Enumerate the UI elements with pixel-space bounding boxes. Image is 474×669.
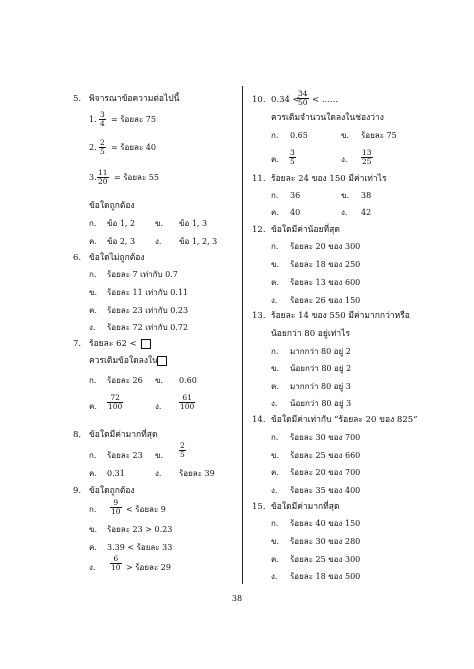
fraction: $\frac{3}{4}$ — [100, 110, 105, 128]
choice-label: ง. — [341, 155, 348, 164]
choice-text: < ร้อยละ 9 — [126, 505, 166, 514]
question-number: 8. — [73, 430, 82, 440]
choice-text: ร้อยละ 72 เท่ากับ 0.72 — [107, 323, 189, 332]
question-prompt: ข้อใดถูกต้อง — [89, 201, 135, 211]
choice-text: ร้อยละ 26 — [107, 376, 143, 385]
choice-label: ข. — [271, 451, 280, 460]
question-number: 6. — [73, 253, 82, 263]
choice-text: ร้อยละ 18 ของ 250 — [290, 260, 361, 269]
question-stem: ร้อยละ 24 ของ 150 มีค่าเท่าไร — [271, 174, 387, 184]
question-stem: ข้อใดไม่ถูกต้อง — [89, 253, 145, 263]
choice-label: ค. — [271, 555, 279, 564]
question-stem: ร้อยละ 14 ของ 550 มีค่ามากกว่าหรือ — [271, 311, 410, 321]
question-prompt: ควรเติมจำนวนใดลงในช่องว่าง — [271, 113, 384, 123]
question-stem: ข้อใดถูกต้อง — [89, 486, 135, 496]
choice-label: ก. — [89, 270, 97, 279]
question-stem: ข้อใดมีค่าเท่ากับ “ร้อยละ 20 ของ 825” — [271, 415, 418, 425]
choice-text: 0.31 — [107, 469, 125, 478]
choice-label: ง. — [89, 563, 96, 572]
question-number: 5. — [73, 94, 82, 104]
blank-box — [141, 339, 151, 349]
choice-label: ข. — [89, 525, 98, 534]
column-divider — [242, 86, 243, 584]
statement-text: = ร้อยละ 40 — [111, 143, 156, 152]
question-stem: 0.34 < — [271, 95, 300, 105]
choice-label: ข. — [341, 191, 350, 200]
question-number: 9. — [73, 486, 82, 496]
choice-label: ค. — [89, 543, 97, 552]
choice-text: 0.60 — [179, 376, 197, 385]
choice-text: ร้อยละ 20 ของ 700 — [290, 468, 361, 477]
choice-text: ข้อ 1, 2 — [107, 219, 136, 228]
choice-label: ข. — [155, 376, 164, 385]
choice-text: ข้อ 2, 3 — [107, 237, 136, 246]
choice-label: ก. — [271, 131, 279, 140]
choice-label: ก. — [271, 519, 279, 528]
statement-label: 1. — [89, 115, 97, 124]
fraction: $\frac{13}{25}$ — [362, 148, 372, 166]
choice-text: ร้อยละ 20 ของ 300 — [290, 242, 361, 251]
question-stem: ข้อใดมีค่าน้อยที่สุด — [271, 225, 340, 235]
choice-text: ร้อยละ 30 ของ 280 — [290, 537, 361, 546]
choice-text: ร้อยละ 18 ของ 500 — [290, 572, 361, 581]
choice-label: ค. — [271, 468, 279, 477]
choice-text: น้อยกว่า 80 อยู่ 2 — [290, 364, 352, 373]
fraction: $\frac{61}{100}$ — [180, 393, 195, 411]
fraction: $\frac{2}{5}$ — [100, 138, 105, 156]
choice-text: น้อยกว่า 80 อยู่ 3 — [290, 399, 352, 408]
choice-text: ร้อยละ 75 — [361, 131, 397, 140]
question-number: 11. — [252, 174, 266, 184]
choice-text: มากกว่า 80 อยู่ 3 — [290, 382, 351, 391]
choice-text: ร้อยละ 7 เท่ากับ 0.7 — [107, 270, 178, 279]
choice-label: ง. — [271, 572, 278, 581]
choice-label: ข. — [271, 364, 280, 373]
choice-label: ค. — [89, 469, 97, 478]
question-number: 15. — [252, 502, 266, 512]
choice-label: ข. — [155, 451, 164, 460]
choice-label: ค. — [89, 306, 97, 315]
choice-label: ค. — [271, 155, 279, 164]
choice-label: ค. — [271, 278, 279, 287]
choice-text: ข้อ 1, 2, 3 — [179, 237, 218, 246]
question-stem: ข้อใดมีค่ามากที่สุด — [89, 430, 158, 440]
choice-label: ง. — [155, 402, 162, 411]
fraction: $\frac{2}{5}$ — [180, 441, 185, 459]
statement-label: 2. — [89, 143, 97, 152]
choice-text: 0.65 — [290, 131, 308, 140]
question-stem: ร้อยละ 62 < — [89, 339, 137, 349]
choice-label: ข. — [271, 537, 280, 546]
choice-text: > ร้อยละ 29 — [126, 563, 171, 572]
question-number: 13. — [252, 311, 266, 321]
choice-label: ค. — [271, 208, 279, 217]
question-number: 12. — [252, 225, 266, 235]
choice-label: ก. — [271, 347, 279, 356]
choice-label: ก. — [271, 242, 279, 251]
choice-label: ข. — [341, 131, 350, 140]
choice-text: ร้อยละ 26 ของ 150 — [290, 296, 361, 305]
choice-text: ร้อยละ 23 — [107, 451, 143, 460]
choice-label: ก. — [89, 451, 97, 460]
choice-text: 36 — [290, 191, 301, 200]
choice-text: 40 — [290, 208, 301, 217]
choice-text: 38 — [361, 191, 372, 200]
choice-label: ก. — [89, 505, 97, 514]
fraction: $\frac{34}{50}$ — [298, 89, 308, 107]
fraction: $\frac{6}{10}$ — [111, 554, 121, 572]
choice-text: ร้อยละ 30 ของ 700 — [290, 433, 361, 442]
question-stem: พิจารณาข้อความต่อไปนี้ — [89, 94, 180, 104]
choice-text: ร้อยละ 25 ของ 300 — [290, 555, 361, 564]
choice-label: ก. — [271, 191, 279, 200]
choice-label: ก. — [89, 219, 97, 228]
choice-text: ร้อยละ 25 ของ 660 — [290, 451, 361, 460]
question-stem-end: < ...... — [312, 95, 339, 105]
choice-label: ค. — [89, 237, 97, 246]
choice-label: ก. — [89, 376, 97, 385]
choice-text: ร้อยละ 23 > 0.23 — [107, 525, 173, 534]
choice-text: 3.39 < ร้อยละ 33 — [107, 543, 173, 552]
choice-text: ร้อยละ 35 ของ 400 — [290, 486, 361, 495]
fraction: $\frac{11}{20}$ — [98, 168, 108, 186]
choice-text: 42 — [361, 208, 372, 217]
fraction: $\frac{72}{100}$ — [108, 393, 123, 411]
choice-text: ร้อยละ 40 ของ 150 — [290, 519, 361, 528]
choice-label: ง. — [271, 486, 278, 495]
choice-label: ก. — [271, 433, 279, 442]
choice-label: ง. — [155, 469, 162, 478]
blank-box — [157, 356, 167, 366]
choice-text: ข้อ 1, 3 — [179, 219, 208, 228]
page-number: 38 — [231, 594, 243, 603]
choice-label: ง. — [271, 399, 278, 408]
choice-label: ข. — [89, 288, 98, 297]
question-number: 14. — [252, 415, 266, 425]
choice-label: ข. — [271, 260, 280, 269]
choice-label: ค. — [271, 382, 279, 391]
question-prompt: ควรเติมข้อใดลงใน — [89, 356, 158, 366]
statement-text: = ร้อยละ 75 — [111, 115, 156, 124]
question-stem-line2: น้อยกว่า 80 อยู่เท่าไร — [271, 329, 351, 339]
statement-text: = ร้อยละ 55 — [114, 173, 159, 182]
choice-label: ง. — [271, 296, 278, 305]
question-number: 7. — [73, 339, 82, 349]
choice-text: ร้อยละ 11 เท่ากับ 0.11 — [107, 288, 189, 297]
fraction: $\frac{3}{5}$ — [290, 148, 295, 166]
choice-text: ร้อยละ 13 ของ 600 — [290, 278, 361, 287]
choice-text: ร้อยละ 39 — [179, 469, 215, 478]
fraction: $\frac{9}{10}$ — [111, 498, 121, 516]
question-stem: ข้อใดมีค่ามากที่สุด — [271, 502, 340, 512]
choice-label: ง. — [155, 237, 162, 246]
choice-label: ง. — [341, 208, 348, 217]
choice-label: ค. — [89, 402, 97, 411]
choice-label: ง. — [89, 323, 96, 332]
statement-label: 3. — [89, 173, 97, 182]
choice-text: ร้อยละ 23 เท่ากับ 0.23 — [107, 306, 189, 315]
question-number: 10. — [252, 95, 266, 105]
choice-label: ข. — [155, 219, 164, 228]
choice-text: มากกว่า 80 อยู่ 2 — [290, 347, 351, 356]
